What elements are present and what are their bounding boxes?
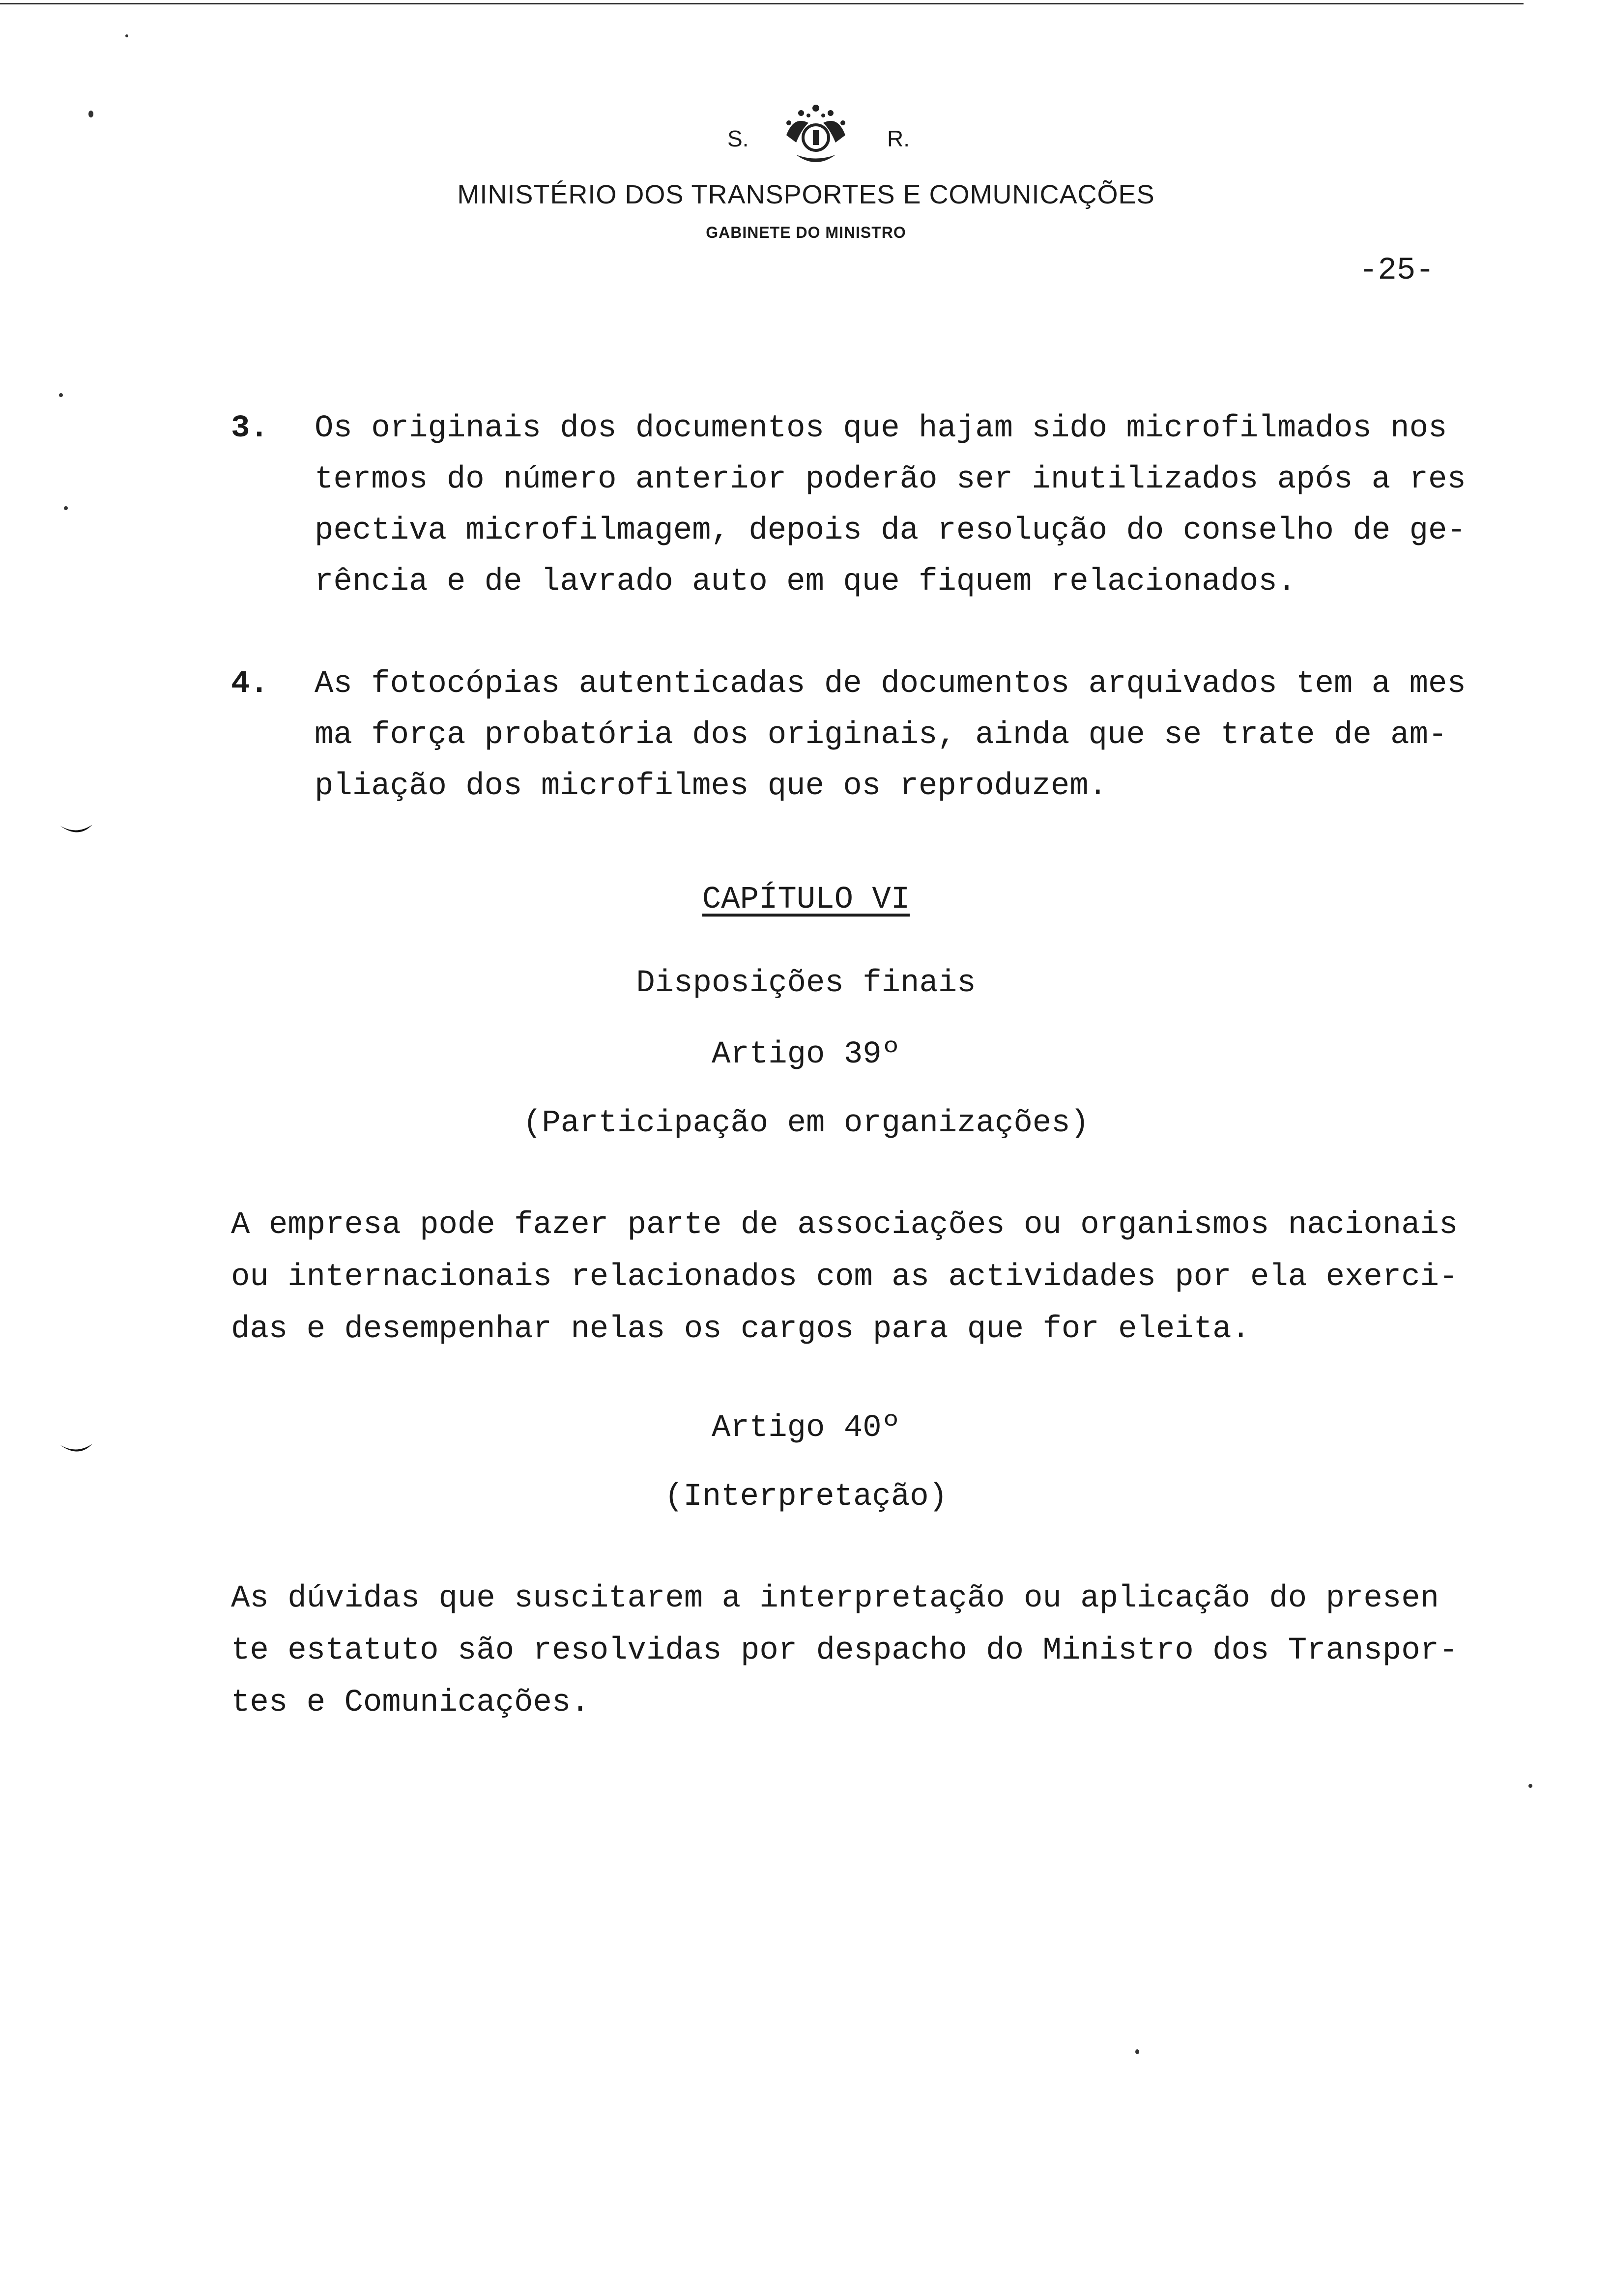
letterhead-right-letter: R.	[887, 126, 910, 151]
scan-speck	[64, 506, 68, 510]
cabinet-name: GABINETE DO MINISTRO	[706, 224, 906, 241]
margin-mark-icon	[59, 1440, 93, 1460]
article-text: A empresa pode fazer parte de associações ou organismos nacionais ou internacionais relacionados com as actividades por ela exerci- das e desempenhar nelas os cargos para que for eleita.	[231, 1207, 1458, 1347]
scan-speck	[1135, 2049, 1139, 2054]
chapter-heading-row	[0, 882, 1612, 918]
letterhead	[0, 0, 1612, 275]
item-text: As fotocópias autenticadas de documentos arquivados tem a mes ma força probatória dos originais, ainda que se trate de am- pliação dos microfilmes que os reproduzem.	[315, 666, 1466, 804]
coat-of-arms-icon	[767, 101, 865, 174]
list-item	[231, 403, 1548, 609]
scan-speck	[59, 393, 63, 397]
chapter-subheading: Disposições finais	[636, 966, 976, 1001]
article-title: Artigo 40º	[711, 1410, 901, 1446]
margin-mark-icon	[59, 821, 93, 840]
item-text: Os originais dos documentos que hajam sido microfilmados nos termos do número anterior poderão ser inutilizados após a res pectiva microfilmagem, depois da resolução do conselho de ge- rência e de lavrado auto em que fiquem relacionados.	[315, 411, 1466, 600]
article-title: Artigo 39º	[711, 1037, 901, 1072]
scan-speck	[125, 34, 128, 37]
scan-speck	[1528, 1784, 1532, 1788]
article-subtitle: (Participação em organizações)	[522, 1106, 1090, 1141]
page-number: -25-	[1359, 253, 1435, 288]
ministry-name: MINISTÉRIO DOS TRANSPORTES E COMUNICAÇÕES	[457, 180, 1155, 209]
item-number: 3.	[231, 411, 269, 446]
article-text: As dúvidas que suscitarem a interpretação ou aplicação do presen te estatuto são resolvidas por despacho do Ministro dos Transpor- tes e Comunicações.	[231, 1581, 1458, 1721]
chapter-heading: CAPÍTULO VI	[702, 882, 910, 918]
letterhead-left-letter: S.	[727, 126, 749, 151]
list-item	[231, 659, 1548, 816]
item-number: 4.	[231, 666, 269, 702]
article-subtitle: (Interpretação)	[664, 1479, 948, 1515]
scan-speck	[88, 111, 93, 117]
